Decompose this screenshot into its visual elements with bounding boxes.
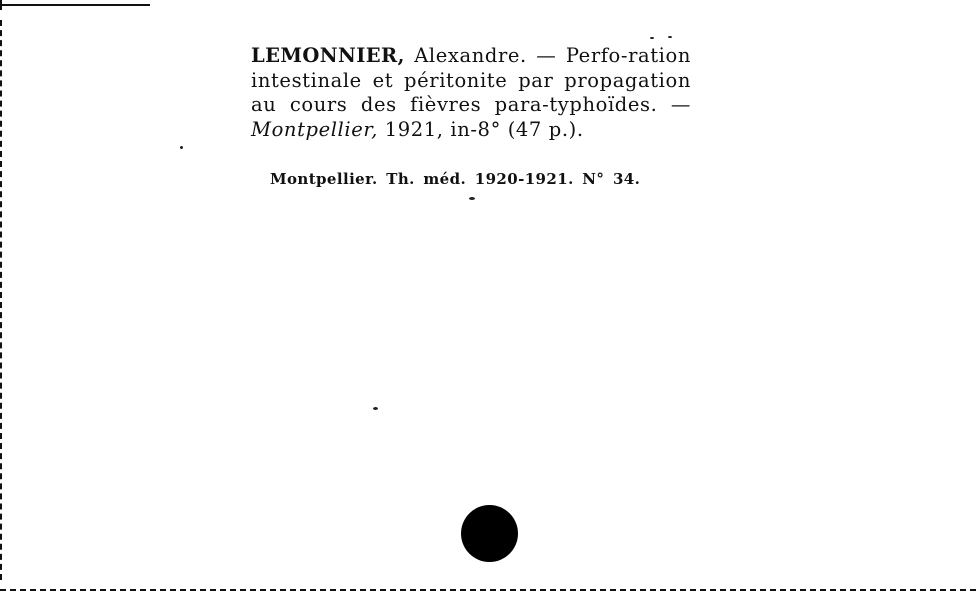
ink-speck: [650, 37, 654, 39]
imprint-text: 1921, in-8° (47 p.).: [377, 117, 584, 141]
card-bottom-edge: [0, 589, 976, 591]
entry-title-text: Alexandre. — Perfo-ration intestinale et péritonite par propagation au cours des fièvres para-typhoïdes. —: [251, 44, 691, 116]
card-top-edge: [0, 4, 150, 6]
author-name: LEMONNIER,: [251, 44, 405, 67]
ink-speck: [668, 36, 672, 38]
bibliographic-entry: [251, 44, 691, 142]
thesis-note: Montpellier. Th. méd. 1920-1921. N° 34.: [270, 170, 641, 188]
ink-speck: [469, 197, 475, 200]
ink-speck: [180, 146, 183, 149]
punch-hole: [461, 505, 518, 562]
publication-place: Montpellier,: [251, 117, 378, 141]
ink-speck: [373, 407, 378, 410]
card-left-edge: [0, 20, 2, 580]
